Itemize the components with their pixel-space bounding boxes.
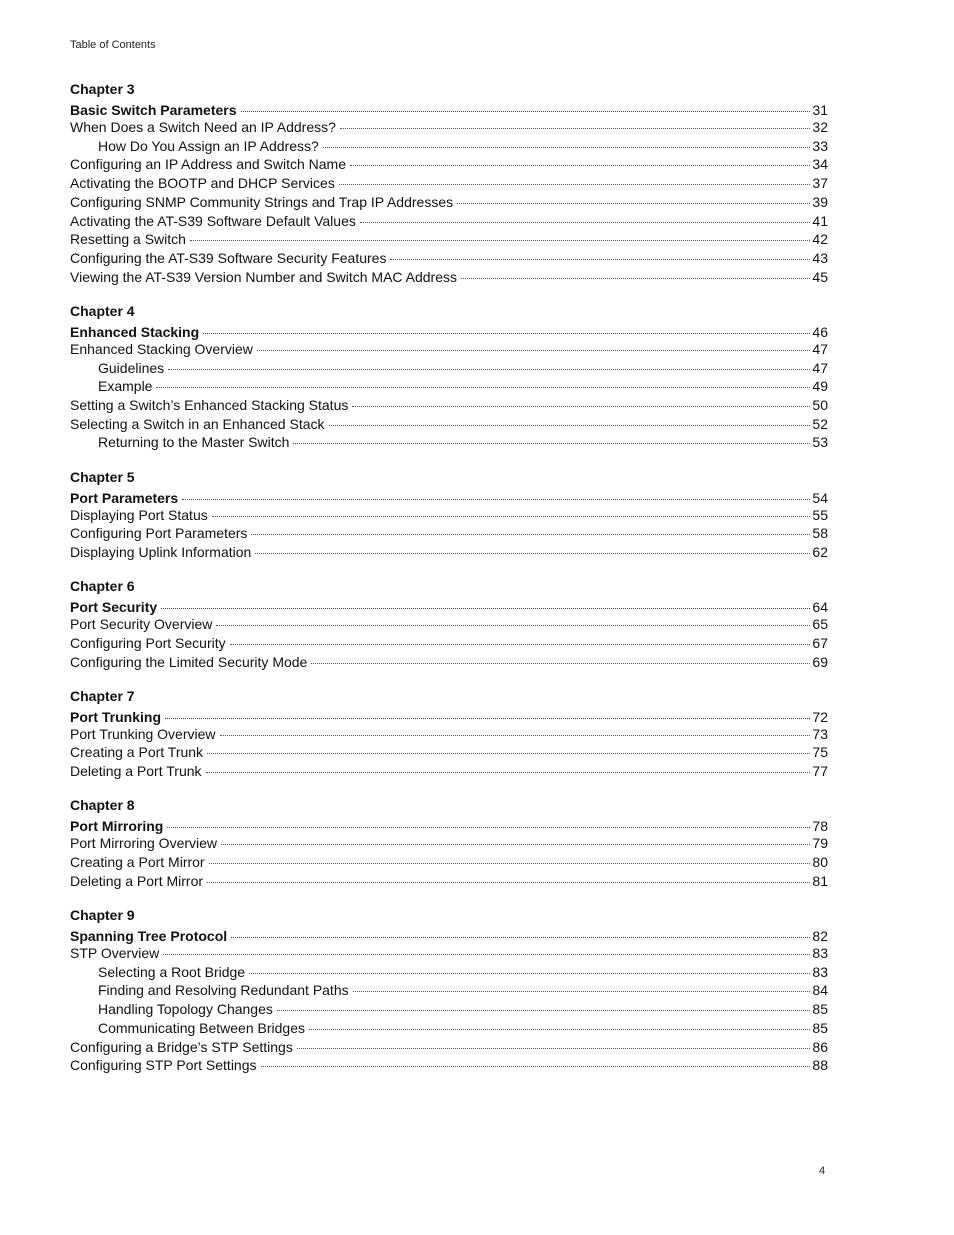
entry-page-number: 58 bbox=[812, 525, 828, 542]
entry-title: Configuring Port Parameters bbox=[70, 525, 248, 542]
dot-leader bbox=[241, 110, 810, 112]
dot-leader bbox=[457, 202, 810, 204]
entry-title: Activating the AT-S39 Software Default Values bbox=[70, 212, 356, 229]
entry-page-number: 53 bbox=[812, 434, 828, 451]
chapter-label: Chapter 9 bbox=[70, 906, 135, 923]
toc-subsection-entry[interactable] bbox=[70, 137, 828, 156]
chapter-block bbox=[70, 687, 828, 781]
dot-leader bbox=[249, 972, 810, 974]
dot-leader bbox=[220, 734, 811, 736]
toc-section-entry[interactable] bbox=[70, 634, 828, 653]
entry-title: Port Trunking bbox=[70, 708, 161, 725]
dot-leader bbox=[156, 386, 810, 388]
entry-title: Enhanced Stacking bbox=[70, 323, 200, 340]
entry-page-number: 65 bbox=[812, 616, 828, 633]
dot-leader bbox=[350, 164, 810, 166]
chapter-title-entry[interactable] bbox=[70, 818, 828, 834]
entry-page-number: 42 bbox=[812, 231, 828, 248]
entry-title: Resetting a Switch bbox=[70, 231, 186, 248]
toc-section-entry[interactable] bbox=[70, 230, 828, 249]
dot-leader bbox=[212, 515, 810, 517]
toc-subsection-entry[interactable] bbox=[70, 433, 828, 452]
toc-subsection-entry[interactable] bbox=[70, 981, 828, 1000]
toc-section-entry[interactable] bbox=[70, 834, 828, 853]
entry-title: When Does a Switch Need an IP Address? bbox=[70, 119, 336, 135]
dot-leader bbox=[353, 990, 810, 992]
toc-subsection-entry[interactable] bbox=[70, 1000, 828, 1019]
dot-leader bbox=[168, 368, 810, 370]
entry-title: Displaying Uplink Information bbox=[70, 543, 252, 560]
entry-title: Configuring a Bridge’s STP Settings bbox=[70, 1038, 293, 1055]
toc-section-entry[interactable] bbox=[70, 524, 828, 543]
entry-page-number: 67 bbox=[812, 634, 828, 651]
entry-page-number: 41 bbox=[812, 212, 828, 229]
entry-title: Selecting a Switch in an Enhanced Stack bbox=[70, 415, 325, 432]
dot-leader bbox=[207, 752, 810, 754]
toc-section-entry[interactable] bbox=[70, 762, 828, 781]
toc-section-entry[interactable] bbox=[70, 212, 828, 231]
dot-leader bbox=[293, 442, 810, 444]
chapter-label: Chapter 5 bbox=[70, 468, 135, 485]
entry-title: Deleting a Port Mirror bbox=[70, 872, 204, 889]
entry-title: Returning to the Master Switch bbox=[98, 434, 290, 451]
entry-page-number: 47 bbox=[812, 340, 828, 357]
toc-section-entry[interactable] bbox=[70, 118, 828, 137]
entry-title: Deleting a Port Trunk bbox=[70, 763, 202, 780]
entry-page-number: 47 bbox=[812, 359, 828, 376]
dot-leader bbox=[163, 953, 810, 955]
entry-title: Guidelines bbox=[98, 359, 165, 376]
toc-subsection-entry[interactable] bbox=[70, 1019, 828, 1038]
entry-page-number: 32 bbox=[812, 119, 828, 135]
dot-leader bbox=[257, 349, 810, 351]
chapter-block bbox=[70, 468, 828, 562]
entry-title: Port Security bbox=[70, 599, 158, 616]
entry-page-number: 33 bbox=[812, 137, 828, 154]
entry-page-number: 85 bbox=[812, 1019, 828, 1036]
chapter-block bbox=[70, 302, 828, 452]
entry-page-number: 46 bbox=[812, 323, 828, 340]
entry-page-number: 62 bbox=[812, 543, 828, 560]
dot-leader bbox=[203, 332, 810, 334]
chapter-title-entry[interactable] bbox=[70, 324, 828, 340]
toc-section-entry[interactable] bbox=[70, 249, 828, 268]
chapter-title-entry[interactable] bbox=[70, 599, 828, 615]
entry-page-number: 79 bbox=[812, 835, 828, 852]
page-number: 4 bbox=[819, 1165, 826, 1177]
entry-page-number: 78 bbox=[812, 818, 828, 835]
entry-page-number: 86 bbox=[812, 1038, 828, 1055]
entry-title: Communicating Between Bridges bbox=[98, 1019, 305, 1036]
toc-subsection-entry[interactable] bbox=[70, 963, 828, 982]
dot-leader bbox=[297, 1047, 810, 1049]
entry-page-number: 52 bbox=[812, 415, 828, 432]
entry-title: Enhanced Stacking Overview bbox=[70, 340, 253, 357]
entry-page-number: 39 bbox=[812, 193, 828, 210]
chapter-title-entry[interactable] bbox=[70, 102, 828, 118]
entry-page-number: 82 bbox=[812, 927, 828, 944]
entry-page-number: 88 bbox=[812, 1057, 828, 1074]
chapter-label: Chapter 6 bbox=[70, 578, 135, 595]
toc-section-entry[interactable] bbox=[70, 543, 828, 562]
entry-title: Spanning Tree Protocol bbox=[70, 927, 228, 944]
chapter-title-entry[interactable] bbox=[70, 709, 828, 725]
toc-section-entry[interactable] bbox=[70, 853, 828, 872]
dot-leader bbox=[206, 771, 810, 773]
toc-section-entry[interactable] bbox=[70, 506, 828, 525]
entry-title: Selecting a Root Bridge bbox=[98, 963, 246, 980]
toc-section-entry[interactable] bbox=[70, 340, 828, 359]
entry-title: STP Overview bbox=[70, 944, 160, 961]
toc-section-entry[interactable] bbox=[70, 396, 828, 415]
entry-title: Activating the BOOTP and DHCP Services bbox=[70, 175, 335, 192]
entry-page-number: 83 bbox=[812, 944, 828, 961]
dot-leader bbox=[207, 881, 810, 883]
dot-leader bbox=[221, 843, 810, 845]
chapter-label: Chapter 8 bbox=[70, 797, 135, 814]
entry-title: Port Security Overview bbox=[70, 616, 213, 633]
dot-leader bbox=[231, 936, 810, 938]
dot-leader bbox=[352, 405, 810, 407]
dot-leader bbox=[251, 533, 810, 535]
dot-leader bbox=[161, 607, 810, 609]
toc-section-entry[interactable] bbox=[70, 743, 828, 762]
dot-leader bbox=[190, 239, 810, 241]
dot-leader bbox=[311, 662, 810, 664]
dot-leader bbox=[209, 862, 810, 864]
entry-page-number: 43 bbox=[812, 249, 828, 266]
entry-page-number: 75 bbox=[812, 744, 828, 761]
dot-leader bbox=[329, 424, 811, 426]
toc-section-entry[interactable] bbox=[70, 174, 828, 193]
entry-title: Viewing the AT-S39 Version Number and Switch MAC Address bbox=[70, 268, 458, 285]
chapter-label: Chapter 3 bbox=[70, 81, 135, 97]
entry-title: Configuring Port Security bbox=[70, 634, 226, 651]
entry-title: Configuring an IP Address and Switch Name bbox=[70, 156, 347, 173]
entry-page-number: 85 bbox=[812, 1001, 828, 1018]
entry-title: Configuring SNMP Community Strings and Trap IP Addresses bbox=[70, 193, 454, 210]
entry-page-number: 54 bbox=[812, 489, 828, 506]
dot-leader bbox=[461, 277, 810, 279]
entry-page-number: 77 bbox=[812, 763, 828, 780]
entry-page-number: 69 bbox=[812, 653, 828, 670]
entry-page-number: 34 bbox=[812, 156, 828, 173]
chapter-title-entry[interactable] bbox=[70, 928, 828, 944]
toc-subsection-entry[interactable] bbox=[70, 359, 828, 378]
entry-title: Port Trunking Overview bbox=[70, 725, 216, 742]
entry-title: Port Mirroring bbox=[70, 818, 164, 835]
dot-leader bbox=[165, 717, 810, 719]
dot-leader bbox=[360, 221, 810, 223]
entry-title: Port Mirroring Overview bbox=[70, 835, 218, 852]
entry-page-number: 31 bbox=[812, 102, 828, 118]
toc-section-entry[interactable] bbox=[70, 615, 828, 634]
entry-title: Configuring the AT-S39 Software Security Features bbox=[70, 249, 387, 266]
entry-page-number: 83 bbox=[812, 963, 828, 980]
chapter-label: Chapter 4 bbox=[70, 302, 135, 319]
chapter-label: Chapter 7 bbox=[70, 687, 135, 704]
entry-title: Port Parameters bbox=[70, 489, 179, 506]
entry-title: Creating a Port Mirror bbox=[70, 854, 205, 871]
toc-section-entry[interactable] bbox=[70, 944, 828, 963]
dot-leader bbox=[323, 146, 810, 148]
toc-section-entry[interactable] bbox=[70, 268, 828, 287]
dot-leader bbox=[255, 552, 810, 554]
chapter-block bbox=[70, 80, 828, 286]
entry-page-number: 55 bbox=[812, 506, 828, 523]
toc-section-entry[interactable] bbox=[70, 193, 828, 212]
toc-section-entry[interactable] bbox=[70, 1038, 828, 1057]
entry-page-number: 72 bbox=[812, 708, 828, 725]
chapter-title-entry[interactable] bbox=[70, 490, 828, 506]
entry-title: Handling Topology Changes bbox=[98, 1001, 273, 1018]
dot-leader bbox=[339, 183, 810, 185]
dot-leader bbox=[230, 643, 810, 645]
dot-leader bbox=[261, 1065, 810, 1067]
entry-page-number: 84 bbox=[812, 982, 828, 999]
entry-title: Creating a Port Trunk bbox=[70, 744, 204, 761]
entry-title: Basic Switch Parameters bbox=[70, 102, 237, 118]
entry-page-number: 73 bbox=[812, 725, 828, 742]
table-of-contents bbox=[70, 80, 828, 1090]
toc-subsection-entry[interactable] bbox=[70, 377, 828, 396]
entry-page-number: 80 bbox=[812, 854, 828, 871]
toc-section-entry[interactable] bbox=[70, 155, 828, 174]
entry-title: Finding and Resolving Redundant Paths bbox=[98, 982, 349, 999]
toc-section-entry[interactable] bbox=[70, 725, 828, 744]
chapter-block bbox=[70, 577, 828, 671]
chapter-block bbox=[70, 796, 828, 890]
entry-title: Configuring STP Port Settings bbox=[70, 1057, 257, 1074]
entry-title: How Do You Assign an IP Address? bbox=[98, 137, 319, 154]
dot-leader bbox=[216, 624, 810, 626]
entry-page-number: 49 bbox=[812, 378, 828, 395]
running-header: Table of Contents bbox=[70, 39, 156, 51]
dot-leader bbox=[309, 1028, 810, 1030]
entry-title: Example bbox=[98, 378, 153, 395]
entry-title: Configuring the Limited Security Mode bbox=[70, 653, 308, 670]
entry-title: Setting a Switch’s Enhanced Stacking Status bbox=[70, 396, 349, 413]
toc-section-entry[interactable] bbox=[70, 653, 828, 672]
toc-section-entry[interactable] bbox=[70, 872, 828, 891]
dot-leader bbox=[277, 1009, 810, 1011]
dot-leader bbox=[390, 258, 810, 260]
entry-page-number: 81 bbox=[812, 872, 828, 889]
entry-title: Displaying Port Status bbox=[70, 506, 208, 523]
dot-leader bbox=[167, 826, 810, 828]
toc-section-entry[interactable] bbox=[70, 1056, 828, 1075]
toc-section-entry[interactable] bbox=[70, 415, 828, 434]
entry-page-number: 45 bbox=[812, 268, 828, 285]
entry-page-number: 50 bbox=[812, 396, 828, 413]
entry-page-number: 64 bbox=[812, 599, 828, 616]
chapter-block bbox=[70, 906, 828, 1075]
dot-leader bbox=[182, 498, 810, 500]
dot-leader bbox=[340, 127, 810, 129]
entry-page-number: 37 bbox=[812, 175, 828, 192]
